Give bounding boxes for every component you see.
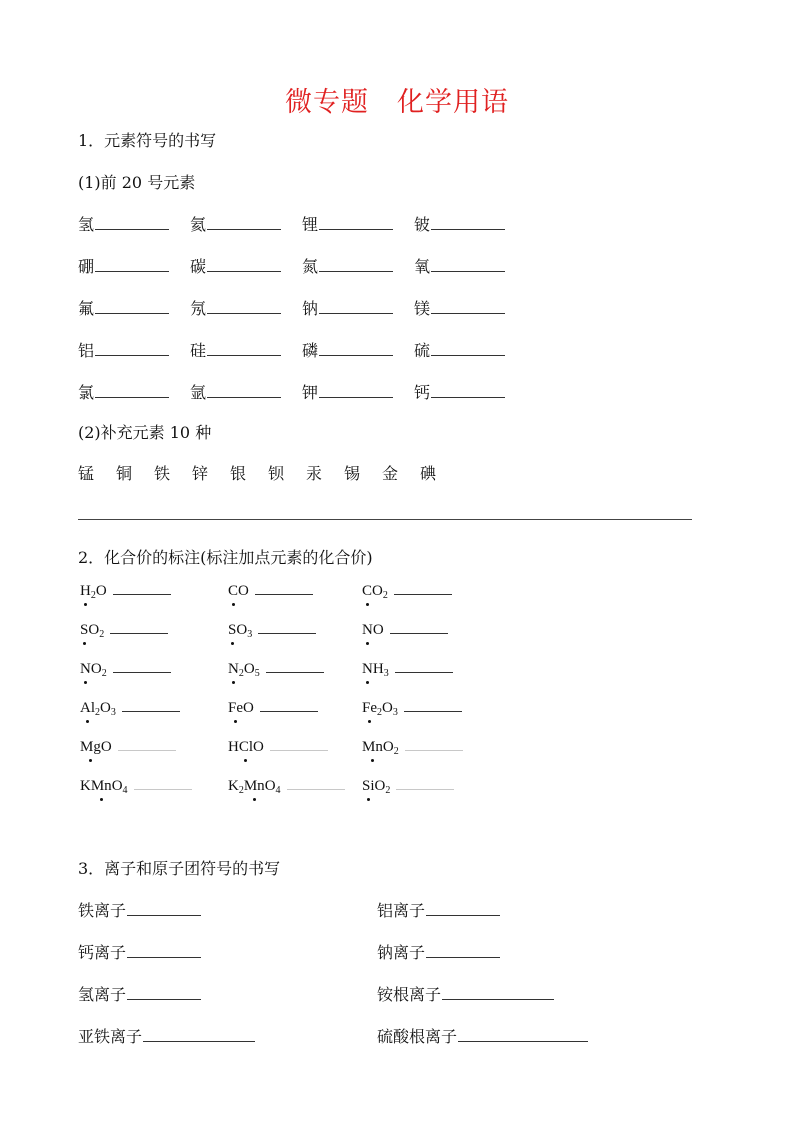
ion-name: 氢离子 xyxy=(78,985,127,1004)
element-name: 钠 xyxy=(302,299,319,318)
formula-element: O xyxy=(90,661,102,677)
formula-item xyxy=(362,580,452,600)
element-item xyxy=(302,338,393,361)
element-name: 氯 xyxy=(78,383,95,402)
ion-item xyxy=(78,898,201,921)
marked-element: Al xyxy=(80,700,95,716)
marked-element: C xyxy=(362,583,373,599)
formula-subscript: 2 xyxy=(393,746,399,757)
formula-element: O xyxy=(374,778,386,794)
element-item xyxy=(190,212,281,235)
marked-element: H xyxy=(80,583,91,599)
element-item xyxy=(78,212,169,235)
answer-blank[interactable] xyxy=(255,580,313,595)
extra-element: 铁 xyxy=(154,464,171,483)
ion-item xyxy=(78,982,201,1005)
formula-subscript: 4 xyxy=(275,785,281,796)
extra-element: 铜 xyxy=(116,464,133,483)
answer-blank[interactable] xyxy=(110,619,168,634)
formula-element: K xyxy=(80,778,91,794)
answer-blank[interactable] xyxy=(207,254,281,272)
element-name: 氖 xyxy=(190,299,207,318)
formula-item xyxy=(362,775,454,795)
formula-element: O xyxy=(238,583,249,599)
formula-subscript: 2 xyxy=(95,707,100,718)
answer-blank[interactable] xyxy=(426,898,500,916)
marked-element: Mg xyxy=(80,739,101,755)
answer-blank[interactable] xyxy=(319,254,393,272)
formula-item xyxy=(228,658,324,678)
element-name: 氦 xyxy=(190,215,207,234)
element-item xyxy=(414,212,505,235)
marked-element: N xyxy=(362,661,373,677)
answer-blank[interactable] xyxy=(405,736,463,751)
element-name: 氟 xyxy=(78,299,95,318)
answer-blank[interactable] xyxy=(95,212,169,230)
ion-name: 铝离子 xyxy=(377,901,426,920)
ion-item xyxy=(377,1024,588,1047)
formula-subscript: 3 xyxy=(110,707,116,718)
answer-blank[interactable] xyxy=(207,212,281,230)
formula-element: O xyxy=(95,583,107,599)
formula-subscript: 3 xyxy=(247,629,253,640)
element-name: 铝 xyxy=(78,341,95,360)
ion-item xyxy=(377,898,500,921)
formula-subscript: 2 xyxy=(238,668,244,679)
answer-blank[interactable] xyxy=(95,254,169,272)
element-item xyxy=(190,338,281,361)
formula-element: H xyxy=(228,739,239,755)
marked-element: Cl xyxy=(238,739,254,755)
ion-name: 亚铁离子 xyxy=(78,1027,143,1046)
answer-blank[interactable] xyxy=(395,658,453,673)
answer-blank[interactable] xyxy=(287,775,345,790)
answer-blank[interactable] xyxy=(260,697,318,712)
formula-item xyxy=(362,736,463,756)
formula-subscript: 2 xyxy=(90,590,96,601)
element-item xyxy=(78,338,169,361)
marked-element: S xyxy=(228,622,237,638)
ion-item xyxy=(78,1024,255,1047)
element-name: 铍 xyxy=(414,215,431,234)
answer-blank[interactable] xyxy=(319,296,393,314)
element-name: 硫 xyxy=(414,341,431,360)
page-title: 微专题 化学用语 xyxy=(285,87,509,118)
formula-element: O xyxy=(382,700,393,716)
section3-heading: 3．离子和原子团符号的书写 xyxy=(78,859,281,878)
formula-element: O xyxy=(100,739,112,755)
section1-part1-heading: (1)前 20 号元素 xyxy=(78,173,196,192)
formula-item xyxy=(228,775,345,795)
answer-blank[interactable] xyxy=(95,380,169,398)
answer-blank[interactable] xyxy=(266,658,324,673)
formula-subscript: 3 xyxy=(392,707,398,718)
marked-element: N xyxy=(228,661,239,677)
answer-blank[interactable] xyxy=(134,775,192,790)
answer-blank[interactable] xyxy=(207,380,281,398)
formula-item xyxy=(80,580,171,600)
marked-element: C xyxy=(228,583,239,599)
extra-element: 金 xyxy=(382,464,399,483)
answer-blank[interactable] xyxy=(431,338,505,356)
answer-blank[interactable] xyxy=(319,338,393,356)
formula-subscript: 2 xyxy=(377,707,382,718)
answer-blank[interactable] xyxy=(95,338,169,356)
element-item xyxy=(414,254,505,277)
formula-subscript: 2 xyxy=(382,590,388,601)
answer-blank[interactable] xyxy=(390,619,448,634)
formula-subscript: 2 xyxy=(238,785,244,796)
section1-heading: 1．元素符号的书写 xyxy=(78,131,217,150)
section-divider xyxy=(78,519,692,520)
formula-element: O xyxy=(382,739,394,755)
element-item xyxy=(78,380,169,403)
extra-element: 锰 xyxy=(78,464,95,483)
formula-item xyxy=(80,736,176,756)
formula-element: O xyxy=(111,778,123,794)
answer-blank[interactable] xyxy=(118,736,176,751)
marked-element: N xyxy=(80,661,91,677)
formula-item xyxy=(228,736,328,756)
ion-item xyxy=(377,982,554,1005)
marked-element: N xyxy=(362,622,373,638)
element-item xyxy=(302,212,393,235)
marked-element: Mn xyxy=(362,739,383,755)
formula-item xyxy=(80,775,192,795)
formula-element: O xyxy=(264,778,276,794)
formula-item xyxy=(362,619,448,639)
element-item xyxy=(414,296,505,319)
formula-item xyxy=(80,619,168,639)
marked-element: S xyxy=(80,622,89,638)
ion-name: 铵根离子 xyxy=(377,985,442,1004)
answer-blank[interactable] xyxy=(95,296,169,314)
element-item xyxy=(414,380,505,403)
element-item xyxy=(190,254,281,277)
element-item xyxy=(302,296,393,319)
answer-blank[interactable] xyxy=(207,296,281,314)
element-item xyxy=(78,296,169,319)
formula-element: O xyxy=(100,700,111,716)
answer-blank[interactable] xyxy=(394,580,452,595)
formula-subscript: 2 xyxy=(99,629,105,640)
formula-subscript: 2 xyxy=(101,668,107,679)
extra-element: 锡 xyxy=(344,464,361,483)
element-name: 氢 xyxy=(78,215,95,234)
formula-subscript: 2 xyxy=(385,785,391,796)
formula-element: O xyxy=(88,622,100,638)
answer-blank[interactable] xyxy=(426,940,500,958)
element-name: 硅 xyxy=(190,341,207,360)
ion-name: 铁离子 xyxy=(78,901,127,920)
marked-element: Mn xyxy=(243,778,265,794)
formula-subscript: 4 xyxy=(122,785,128,796)
marked-element: Fe xyxy=(362,700,377,716)
formula-element: O xyxy=(243,661,255,677)
formula-element: H xyxy=(372,661,384,677)
ion-item xyxy=(78,940,201,963)
answer-blank[interactable] xyxy=(143,1024,255,1042)
formula-element: O xyxy=(372,622,384,638)
element-item xyxy=(414,338,505,361)
answer-blank[interactable] xyxy=(431,254,505,272)
answer-blank[interactable] xyxy=(113,580,171,595)
element-name: 氩 xyxy=(190,383,207,402)
element-name: 镁 xyxy=(414,299,431,318)
element-item xyxy=(190,296,281,319)
answer-blank[interactable] xyxy=(270,736,328,751)
extra-element: 碘 xyxy=(420,464,437,483)
answer-blank[interactable] xyxy=(442,982,554,1000)
section2-heading: 2．化合价的标注(标注加点元素的化合价) xyxy=(78,548,373,567)
ion-name: 硫酸根离子 xyxy=(377,1027,458,1046)
ion-name: 钠离子 xyxy=(377,943,426,962)
answer-blank[interactable] xyxy=(458,1024,588,1042)
element-item xyxy=(78,254,169,277)
formula-item xyxy=(228,697,318,717)
formula-item xyxy=(80,697,180,717)
element-item xyxy=(302,254,393,277)
answer-blank[interactable] xyxy=(319,212,393,230)
answer-blank[interactable] xyxy=(122,697,180,712)
answer-blank[interactable] xyxy=(258,619,316,634)
element-name: 碳 xyxy=(190,257,207,276)
answer-blank[interactable] xyxy=(431,296,505,314)
formula-subscript: 3 xyxy=(383,668,389,679)
element-name: 钙 xyxy=(414,383,431,402)
answer-blank[interactable] xyxy=(127,898,201,916)
element-name: 锂 xyxy=(302,215,319,234)
ion-name: 钙离子 xyxy=(78,943,127,962)
answer-blank[interactable] xyxy=(113,658,171,673)
element-name: 氧 xyxy=(414,257,431,276)
extra-element: 锌 xyxy=(192,464,209,483)
formula-element: K xyxy=(228,778,239,794)
element-item xyxy=(302,380,393,403)
element-name: 钾 xyxy=(302,383,319,402)
formula-item xyxy=(228,619,316,639)
answer-blank[interactable] xyxy=(127,982,201,1000)
marked-element: Fe xyxy=(228,700,243,716)
extra-element: 钡 xyxy=(268,464,285,483)
formula-element: O xyxy=(253,739,264,755)
element-name: 磷 xyxy=(302,341,319,360)
extra-element: 汞 xyxy=(306,464,323,483)
answer-blank[interactable] xyxy=(396,775,454,790)
answer-blank[interactable] xyxy=(431,380,505,398)
formula-element: O xyxy=(372,583,383,599)
element-name: 硼 xyxy=(78,257,95,276)
formula-subscript: 5 xyxy=(254,668,260,679)
answer-blank[interactable] xyxy=(431,212,505,230)
element-item xyxy=(190,380,281,403)
formula-item xyxy=(80,658,171,678)
element-name: 氮 xyxy=(302,257,319,276)
section1-part2-heading: (2)补充元素 10 种 xyxy=(78,423,212,442)
answer-blank[interactable] xyxy=(207,338,281,356)
answer-blank[interactable] xyxy=(127,940,201,958)
answer-blank[interactable] xyxy=(319,380,393,398)
formula-item xyxy=(362,697,462,717)
formula-element: O xyxy=(243,700,254,716)
answer-blank[interactable] xyxy=(404,697,462,712)
ion-item xyxy=(377,940,500,963)
marked-element: Si xyxy=(362,778,375,794)
formula-item xyxy=(362,658,453,678)
formula-element: O xyxy=(236,622,248,638)
extra-element: 银 xyxy=(230,464,247,483)
formula-item xyxy=(228,580,313,600)
marked-element: Mn xyxy=(90,778,112,794)
